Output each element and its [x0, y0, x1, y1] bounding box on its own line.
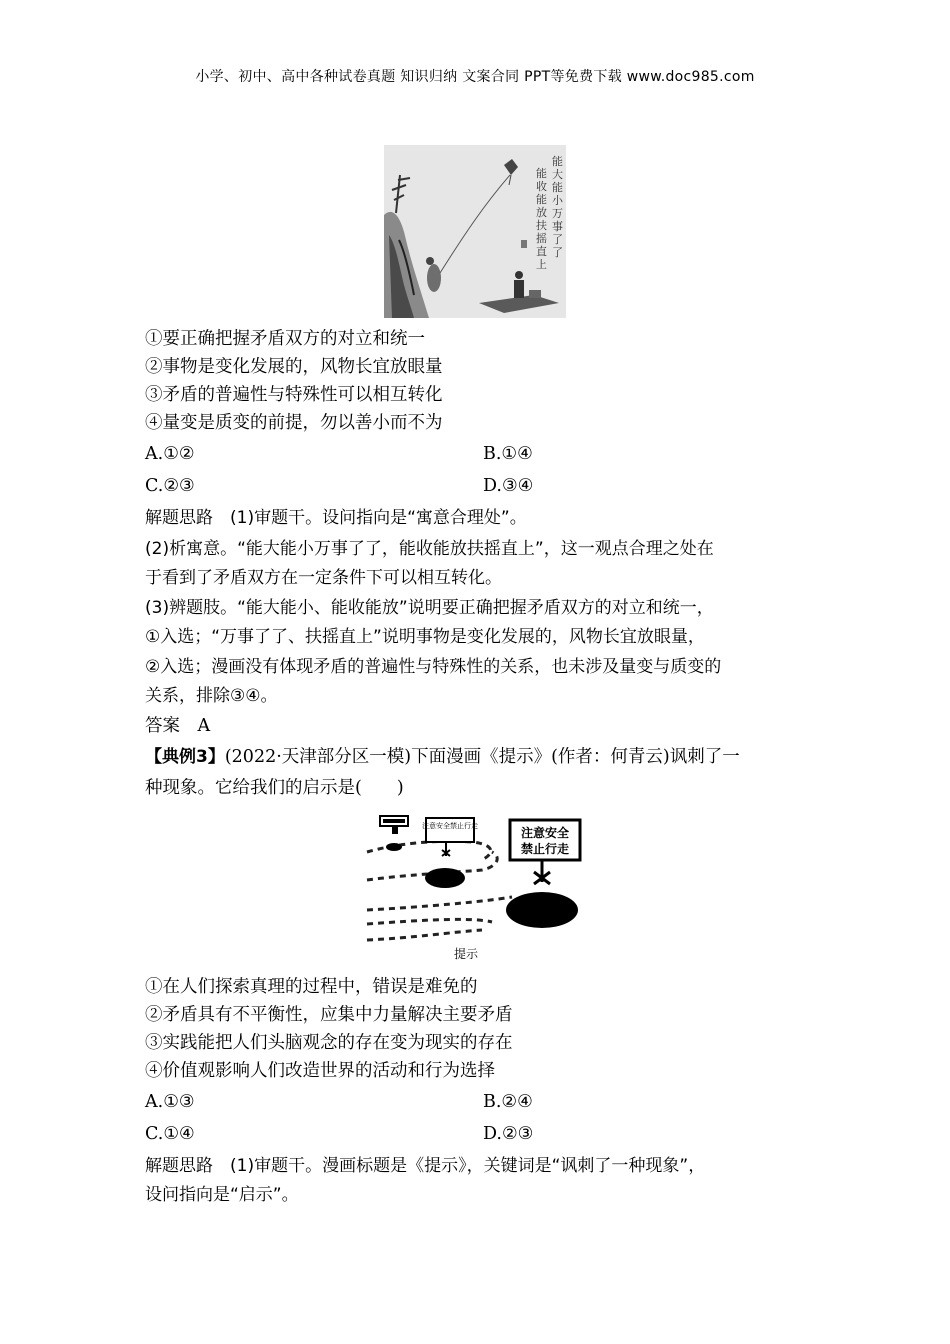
q2-analysis-1: 解题思路 (1)审题干。设问指向是“寓意合理处”。: [145, 508, 527, 528]
q2-choice-b: B.①④: [483, 444, 533, 464]
kite-painting-svg: [384, 145, 566, 318]
q2-option-3: ③矛盾的普遍性与特殊性可以相互转化: [145, 385, 443, 405]
q3-option-4: ④价值观影响人们改造世界的活动和行为选择: [145, 1061, 495, 1081]
q3-choice-c: C.①④: [145, 1124, 195, 1144]
sign-small-text: 注意安全禁止行走: [422, 822, 478, 830]
q3-tag: 【典例3】: [145, 747, 225, 767]
hint-cartoon: [362, 812, 592, 964]
q2-choice-c: C.②③: [145, 476, 195, 496]
q2-analysis-2a: (2)析寓意。“能大能小万事了了，能收能放扶摇直上”，这一观点合理之处在: [145, 539, 714, 559]
q2-analysis-2b: 于看到了矛盾双方在一定条件下可以相互转化。: [145, 568, 502, 588]
page-header: 小学、初中、高中各种试卷真题 知识归纳 文案合同 PPT等免费下载 www.doc985.com: [195, 69, 755, 85]
q3-stem-1-text: (2022·天津部分区一模)下面漫画《提示》(作者：何青云)讽刺了一: [224, 747, 740, 767]
q3-stem-2: 种现象。它给我们的启示是( ): [145, 778, 404, 798]
q3-choice-d: D.②③: [483, 1124, 534, 1144]
q2-analysis-3c: ②入选；漫画没有体现矛盾的普遍性与特殊性的关系，也未涉及量变与质变的: [145, 657, 722, 677]
sign-large-line2: 禁止行走: [520, 842, 570, 856]
calligraphy-col1: 能大能小万事了了: [552, 155, 563, 259]
q2-option-2: ②事物是变化发展的，风物长宜放眼量: [145, 357, 443, 377]
q2-answer: 答案 A: [145, 716, 211, 736]
calligraphy-col2: 能收能放扶摇直上: [536, 167, 547, 271]
hint-cartoon-svg: [362, 812, 592, 964]
q2-option-4: ④量变是质变的前提，勿以善小而不为: [145, 413, 443, 433]
q3-analysis-1b: 设问指向是“启示”。: [145, 1185, 299, 1205]
q3-stem-1: [145, 746, 740, 768]
q3-analysis-1a: 解题思路 (1)审题干。漫画标题是《提示》，关键词是“讽刺了一种现象”，: [145, 1156, 706, 1176]
q2-option-1: ①要正确把握矛盾双方的对立和统一: [145, 329, 425, 349]
q2-choice-d: D.③④: [483, 476, 534, 496]
q2-choice-a: A.①②: [145, 444, 195, 464]
q2-analysis-3a: (3)辨题肢。“能大能小、能收能放”说明要正确把握矛盾双方的对立和统一，: [145, 598, 714, 618]
q2-analysis-3b: ①入选；“万事了了、扶摇直上”说明事物是变化发展的，风物长宜放眼量，: [145, 627, 705, 647]
q3-option-3: ③实践能把人们头脑观念的存在变为现实的存在: [145, 1033, 513, 1053]
kite-painting: [384, 145, 566, 318]
q3-option-2: ②矛盾具有不平衡性，应集中力量解决主要矛盾: [145, 1005, 513, 1025]
cartoon-caption: 提示: [453, 947, 479, 961]
q2-analysis-3d: 关系，排除③④。: [145, 686, 278, 706]
q3-choice-b: B.②④: [483, 1092, 533, 1112]
q3-option-1: ①在人们探索真理的过程中，错误是难免的: [145, 977, 478, 997]
q3-choice-a: A.①③: [145, 1092, 195, 1112]
sign-large-line1: 注意安全: [520, 826, 570, 840]
